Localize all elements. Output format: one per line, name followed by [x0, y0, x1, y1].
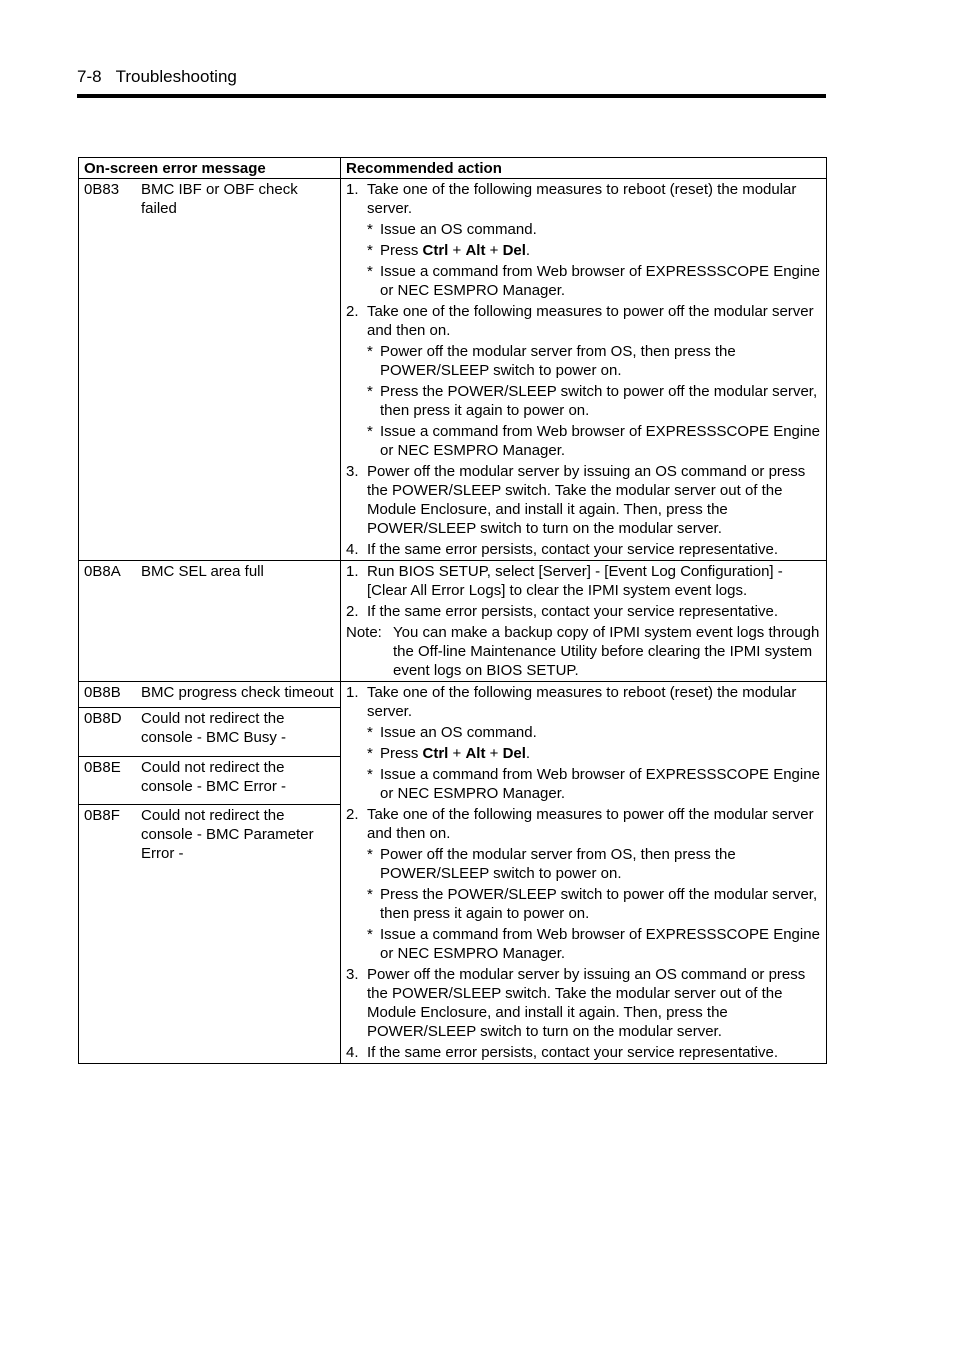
col-header-message: On-screen error message [79, 158, 341, 179]
section-title: Troubleshooting [115, 67, 237, 86]
bullet: * Power off the modular server from OS, then press the POWER/SLEEP switch to power on. [367, 343, 736, 379]
col-header-action: Recommended action [341, 158, 827, 179]
error-message: BMC IBF or OBF check failed [141, 181, 298, 217]
error-code: 0B8F [84, 807, 120, 824]
header-rule [77, 94, 826, 98]
bullet: * Issue a command from Web browser of EXPRESSSCOPE Engine or NEC ESMPRO Manager. [367, 423, 820, 459]
step: 2. Take one of the following measures to power off the modular server and then on. [346, 806, 814, 842]
message-cell [79, 756, 341, 805]
error-code: 0B8E [84, 758, 121, 776]
step: 2. Take one of the following measures to power off the modular server and then on. [346, 303, 814, 339]
step: 4. If the same error persists, contact your service representative. [346, 1044, 778, 1061]
error-message: Could not redirect the console - BMC Parameter Error - [141, 807, 314, 862]
table-row [79, 561, 827, 682]
bullet: * Power off the modular server from OS, then press the POWER/SLEEP switch to power on. [367, 846, 736, 882]
bullet: * Press Ctrl + Alt + Del. [367, 745, 531, 762]
bullet: * Issue an OS command. [367, 221, 537, 238]
error-message: Could not redirect the console - BMC Error - [141, 758, 287, 795]
note-label: Note: [346, 624, 382, 641]
message-cell [79, 708, 341, 756]
message-cell [79, 682, 341, 708]
key-ctrl: Ctrl [422, 242, 449, 259]
key-ctrl: Ctrl [422, 745, 449, 762]
error-code: 0B8A [84, 563, 121, 580]
step: 2. If the same error persists, contact your service representative. [346, 603, 778, 620]
error-message: BMC progress check timeout [141, 684, 334, 701]
action-cell [341, 682, 827, 1064]
step: 3. Power off the modular server by issuing an OS command or press the POWER/SLEEP switch. Take the modular server out of the Module Enclosure, and install it again. Then, press the POWER/SLEEP switch to turn on the modular server. [346, 966, 806, 1040]
error-code: 0B8D [84, 710, 122, 728]
error-code: 0B8B [84, 684, 121, 701]
key-del: Del [502, 745, 526, 762]
message-cell [79, 561, 341, 682]
key-del: Del [502, 242, 526, 259]
bullet: * Press Ctrl + Alt + Del. [367, 242, 531, 259]
note-text: You can make a backup copy of IPMI system event logs through the Off-line Maintenance Utility before clearing the IPMI system event logs on BIOS SETUP. [393, 624, 820, 679]
bullet: * Press the POWER/SLEEP switch to power off the modular server, then press it again to power on. [367, 886, 818, 922]
table-header-row [79, 158, 827, 179]
page-header [77, 66, 237, 88]
action-cell [341, 179, 827, 561]
section-number: 7-8 [77, 67, 102, 86]
bullet: * Press the POWER/SLEEP switch to power off the modular server, then press it again to power on. [367, 383, 818, 419]
note [346, 623, 821, 680]
bullet: * Issue a command from Web browser of EXPRESSSCOPE Engine or NEC ESMPRO Manager. [367, 766, 820, 802]
key-alt: Alt [465, 242, 486, 259]
step: 1. Run BIOS SETUP, select [Server] - [Event Log Configuration] - [Clear All Error Logs] to clear the IPMI system event logs. [346, 563, 783, 599]
action-cell [341, 561, 827, 682]
step: 1. Take one of the following measures to reboot (reset) the modular server. [346, 181, 797, 217]
bullet: * Issue a command from Web browser of EXPRESSSCOPE Engine or NEC ESMPRO Manager. [367, 263, 820, 299]
step: 3. Power off the modular server by issuing an OS command or press the POWER/SLEEP switch. Take the modular server out of the Module Enclosure, and install it again. Then, press the POWER/SLEEP switch to turn on the modular server. [346, 463, 806, 537]
message-cell [79, 805, 341, 1064]
bullet: * Issue a command from Web browser of EXPRESSSCOPE Engine or NEC ESMPRO Manager. [367, 926, 820, 962]
step: 1. Take one of the following measures to reboot (reset) the modular server. [346, 684, 797, 720]
bullet: * Issue an OS command. [367, 724, 537, 741]
table-row [79, 682, 827, 708]
message-cell [79, 179, 341, 561]
error-code: 0B83 [84, 181, 120, 198]
error-table [78, 157, 827, 1064]
key-alt: Alt [465, 745, 486, 762]
error-message: Could not redirect the console - BMC Busy - [141, 710, 287, 747]
error-message: BMC SEL area full [141, 563, 264, 580]
step: 4. If the same error persists, contact your service representative. [346, 541, 778, 558]
table-row [79, 179, 827, 561]
